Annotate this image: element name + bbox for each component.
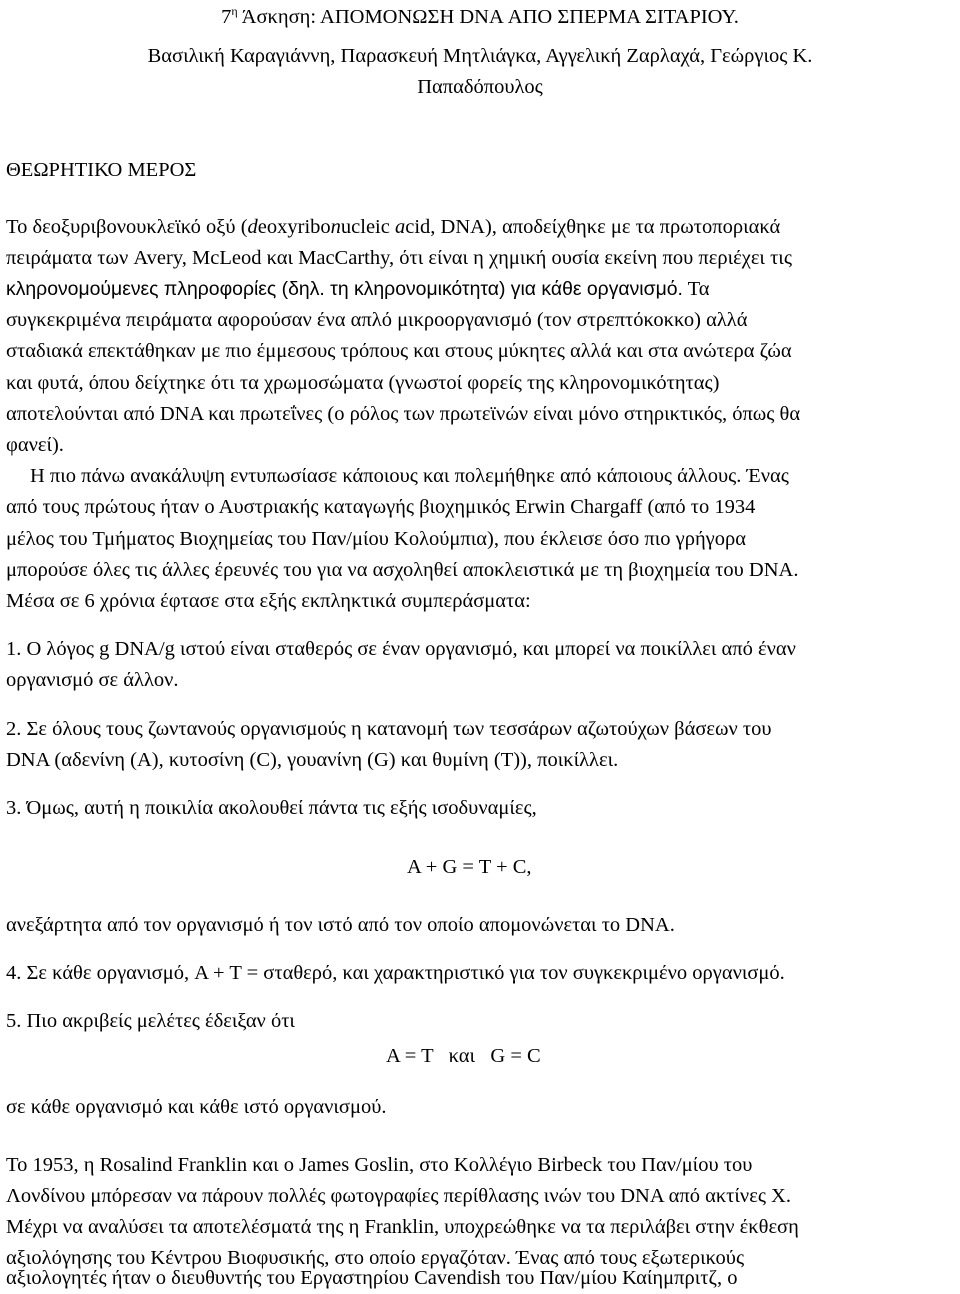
- rule-3-line-2: ανεξάρτητα από τον οργανισμό ή τον ιστό από τον οποίο απομονώνεται το DNA.: [6, 914, 675, 936]
- intro-line-7: αποτελούνται από DNA και πρωτεΐνες (ο ρόλος των πρωτεϊνών είναι μόνο στηρικτικός, όπως θα: [6, 403, 801, 425]
- authors-line-2: Παπαδόπουλος: [417, 76, 543, 98]
- intro-line-8: φανεί).: [6, 434, 64, 456]
- rule-5-line-2: σε κάθε οργανισμό και κάθε ιστό οργανισμού.: [6, 1096, 387, 1118]
- equation-2: A = T και G = C: [386, 1045, 541, 1067]
- intro-line-2: πειράματα των Avery, McLeod και MacCarthy, ότι είναι η χημική ουσία εκείνη που περιέχει τις: [6, 247, 792, 269]
- franklin-line-5: αξιολογητές ήταν ο διευθυντής του Εργαστηρίου Cavendish του Παν/μίου Καίημπριτζ, ο: [6, 1267, 738, 1289]
- chargaff-line-1: Η πιο πάνω ανακάλυψη εντυπωσίασε κάποιους και πολεμήθηκε από κάποιους άλλους. Ένας: [30, 465, 789, 487]
- title-number: 7: [221, 6, 232, 28]
- exercise-title: [0, 2, 960, 33]
- rule-2-line-1: 2. Σε όλους τους ζωντανούς οργανισμούς η κατανομή των τεσσάρων αζωτούχων βάσεων του: [6, 718, 772, 740]
- chargaff-line-4: μπορούσε όλες τις άλλες έρευνές του για να ασχοληθεί αποκλειστικά με τη βιοχημεία του DNA.: [6, 559, 799, 581]
- rule-3-line-1: 3. Όμως, αυτή η ποικιλία ακολουθεί πάντα τις εξής ισοδυναμίες,: [6, 797, 537, 819]
- franklin-line-3: Μέχρι να αναλύσει τα αποτελέσματά της η Franklin, υποχρεώθηκε να τα περιλάβει στην έκθεση: [6, 1216, 799, 1238]
- intro-line-4: συγκεκριμένα πειράματα αφορούσαν ένα απλό μικροοργανισμό (τον στρεπτόκοκκο) αλλά: [6, 309, 748, 331]
- rule-1-line-2: οργανισμό σε άλλον.: [6, 669, 179, 691]
- chargaff-line-3: μέλος του Τμήματος Βιοχημείας του Παν/μίου Κολούμπια), που έκλεισε όσο πιο γρήγορα: [6, 528, 746, 550]
- intro-line-3: κληρονομούμενες πληροφορίες (δηλ. τη κληρονομικότητα) για κάθε οργανισμό. Τα: [6, 278, 710, 300]
- chargaff-line-2: από τους πρώτους ήταν ο Αυστριακής καταγωγής βιοχημικός Erwin Chargaff (από το 1934: [6, 496, 756, 518]
- intro-line-6: και φυτά, όπου δείχτηκε ότι τα χρωμοσώματα (γνωστοί φορείς της κληρονομικότητας): [6, 372, 720, 394]
- franklin-line-1: Το 1953, η Rosalind Franklin και ο James Goslin, στο Κολλέγιο Birbeck του Παν/μίου του: [6, 1154, 753, 1176]
- franklin-line-2: Λονδίνου μπόρεσαν να πάρουν πολλές φωτογραφίες περίθλασης ινών του DNA από ακτίνες Χ.: [6, 1185, 791, 1207]
- chargaff-line-5: Μέσα σε 6 χρόνια έφτασε στα εξής εκπληκτικά συμπεράσματα:: [6, 590, 531, 612]
- rule-4: 4. Σε κάθε οργανισμό, A + T = σταθερό, και χαρακτηριστικό για τον συγκεκριμένο οργανισμό.: [6, 962, 785, 984]
- title-text: Άσκηση: ΑΠΟΜΟΝΩΣΗ DNA ΑΠΟ ΣΠΕΡΜΑ ΣΙΤΑΡΙΟΥ.: [237, 6, 739, 28]
- rule-2-line-2: DNA (αδενίνη (A), κυτοσίνη (C), γουανίνη (G) και θυμίνη (T)), ποικίλλει.: [6, 749, 619, 771]
- franklin-line-4: αξιολόγησης του Κέντρου Βιοφυσικής, στο οποίο εργαζόταν. Ένας από τους εξωτερικούς: [6, 1247, 745, 1269]
- equation-1: A + G = T + C,: [407, 856, 532, 878]
- rule-1-line-1: 1. Ο λόγος g DNA/g ιστού είναι σταθερός σε έναν οργανισμό, και μπορεί να ποικίλλει από έναν: [6, 638, 796, 660]
- section-heading: ΘΕΩΡΗΤΙΚΟ ΜΕΡΟΣ: [6, 159, 197, 181]
- intro-line-1: Το δεοξυριβονουκλεϊκό οξύ (deoxyribonucleic acid, DNA), αποδείχθηκε με τα πρωτοποριακά: [6, 216, 781, 238]
- intro-line-5: σταδιακά επεκτάθηκαν με πιο έμμεσους τρόπους και στους μύκητες αλλά και στα ανώτερα ζώα: [6, 340, 792, 362]
- title-superscript: η: [231, 4, 238, 18]
- rule-5-line-1: 5. Πιο ακριβείς μελέτες έδειξαν ότι: [6, 1010, 295, 1032]
- authors-line-1: Βασιλική Καραγιάννη, Παρασκευή Μητλιάγκα, Αγγελική Ζαρλαχά, Γεώργιος Κ.: [147, 45, 813, 67]
